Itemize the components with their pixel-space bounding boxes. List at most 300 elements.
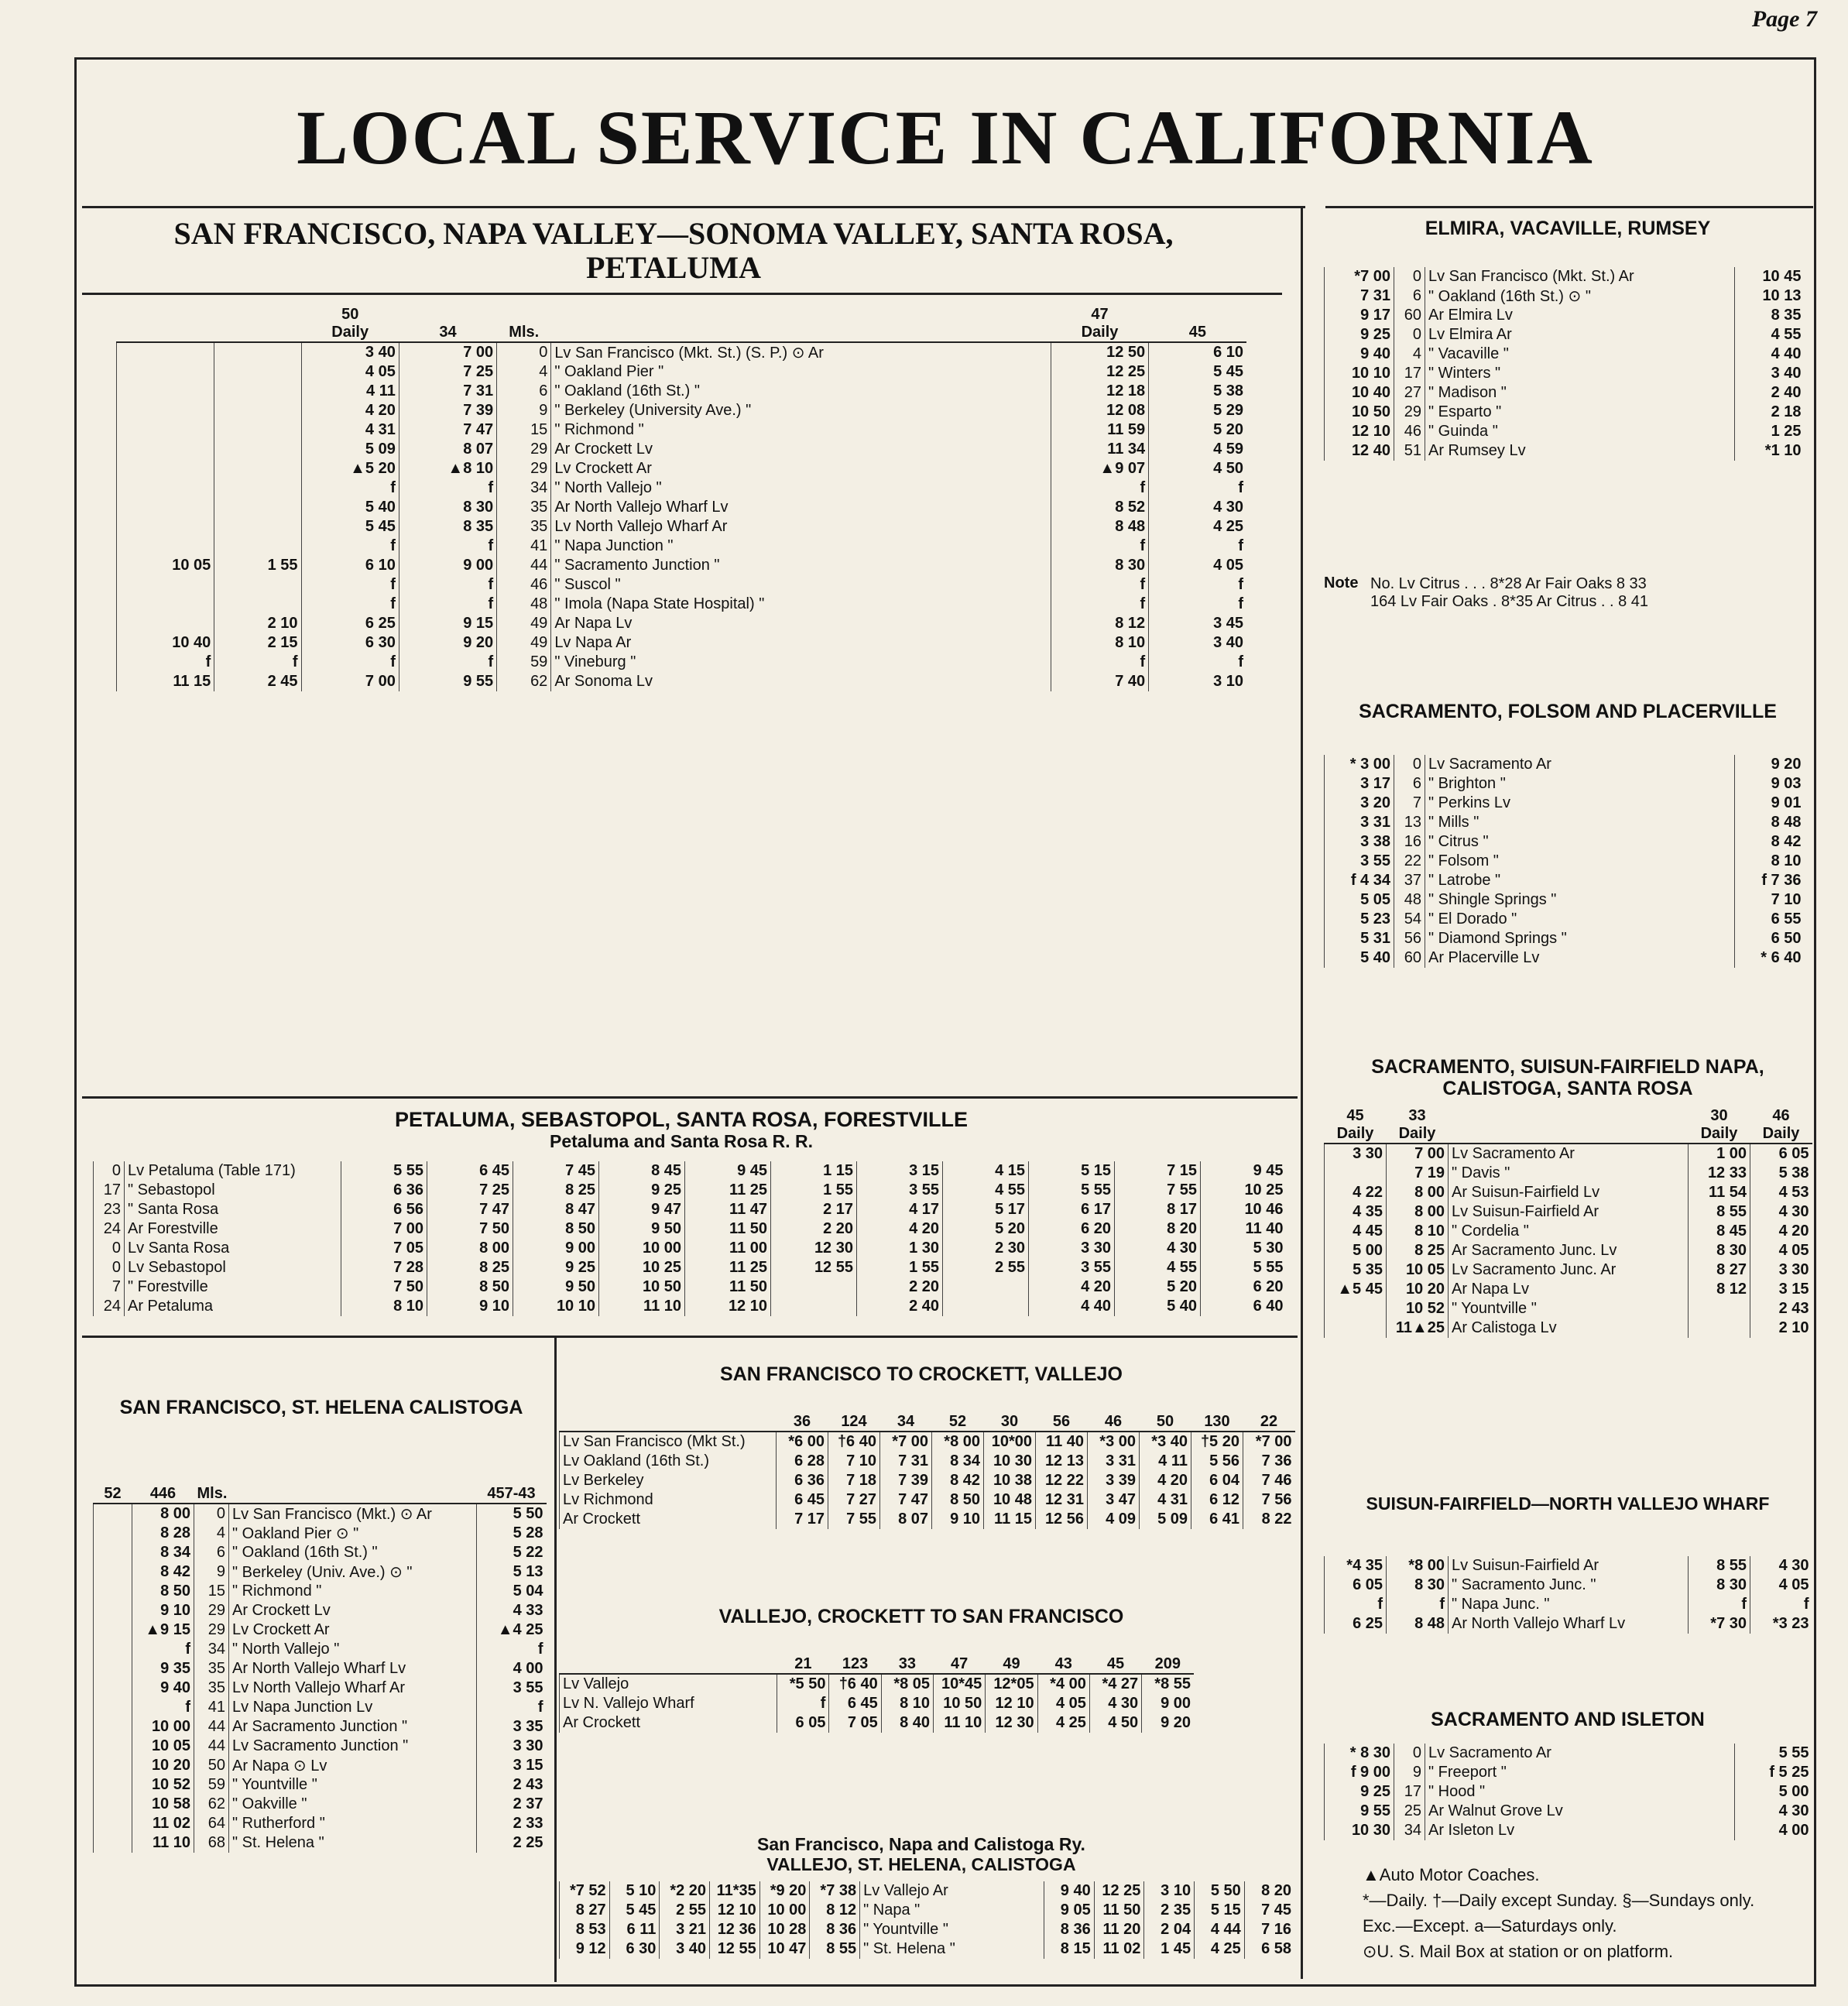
time-cell: 10*00 bbox=[984, 1432, 1036, 1452]
time-cell: f bbox=[1051, 653, 1148, 672]
time-cell bbox=[94, 1756, 132, 1775]
station-cell: Ar Napa ⊙ Lv bbox=[229, 1756, 477, 1775]
time-cell: 8 42 bbox=[1735, 832, 1805, 852]
time-cell: 9 00 bbox=[513, 1239, 599, 1258]
time-cell: 8 34 bbox=[132, 1543, 194, 1562]
time-cell: 3 15 bbox=[477, 1756, 547, 1775]
time-cell: f bbox=[1149, 575, 1246, 595]
miles-cell: 64 bbox=[194, 1814, 229, 1833]
table-row bbox=[117, 498, 1247, 517]
time-cell: 8 35 bbox=[1735, 306, 1805, 325]
time-cell: 2 25 bbox=[477, 1833, 547, 1853]
time-cell: 8 53 bbox=[560, 1920, 610, 1939]
table-row bbox=[94, 1258, 1287, 1277]
time-cell: 7 50 bbox=[341, 1277, 427, 1297]
time-cell: 5 45 bbox=[609, 1901, 660, 1920]
station-cell: " Esparto " bbox=[1425, 403, 1735, 422]
header-cell: 47 Daily bbox=[1051, 306, 1148, 342]
time-cell: 4 31 bbox=[1140, 1490, 1191, 1510]
time-cell: f bbox=[399, 478, 496, 498]
header-cell: 43 bbox=[1037, 1637, 1089, 1674]
time-cell: 11▲25 bbox=[1387, 1318, 1449, 1338]
time-cell: 11 15 bbox=[117, 672, 214, 691]
section-title-petaluma: PETALUMA, SEBASTOPOL, SANTA ROSA, FORESTVILLE bbox=[394, 1108, 969, 1131]
time-cell: 9 40 bbox=[1325, 345, 1394, 364]
table-row bbox=[94, 1277, 1287, 1297]
time-cell: 4 20 bbox=[1140, 1471, 1191, 1490]
time-cell: 5 10 bbox=[609, 1881, 660, 1901]
table-row bbox=[117, 420, 1247, 440]
time-cell: 7 47 bbox=[399, 420, 496, 440]
time-cell: 9 47 bbox=[599, 1200, 685, 1219]
time-cell: 9 10 bbox=[932, 1510, 984, 1529]
time-cell: 5 29 bbox=[1149, 401, 1246, 420]
header-cell bbox=[560, 1395, 777, 1432]
station-cell: " Vineburg " bbox=[551, 653, 1051, 672]
time-cell bbox=[94, 1717, 132, 1737]
table-row bbox=[117, 459, 1247, 478]
time-cell: f bbox=[399, 537, 496, 556]
time-cell: ▲5 20 bbox=[301, 459, 399, 478]
time-cell: 3 10 bbox=[1149, 672, 1246, 691]
station-cell: " Richmond " bbox=[551, 420, 1051, 440]
section-title-fairfield: SACRAMENTO, SUISUN-FAIRFIELD NAPA, CALISTOGA, SANTA ROSA bbox=[1371, 1056, 1764, 1099]
time-cell bbox=[214, 498, 301, 517]
time-cell: 9 05 bbox=[1044, 1901, 1095, 1920]
station-cell: " Yountville " bbox=[229, 1775, 477, 1795]
time-cell: 9 50 bbox=[599, 1219, 685, 1239]
time-cell: 5 15 bbox=[1195, 1901, 1245, 1920]
header-cell: 45 bbox=[1089, 1637, 1141, 1674]
time-cell: 8 30 bbox=[399, 498, 496, 517]
station-cell: " Sebastopol bbox=[125, 1181, 341, 1200]
time-cell: 5 40 bbox=[1115, 1297, 1201, 1316]
table-row bbox=[94, 1775, 547, 1795]
table-row bbox=[1325, 774, 1805, 794]
time-cell bbox=[214, 420, 301, 440]
time-cell: f bbox=[1051, 575, 1148, 595]
crockett-timetable bbox=[559, 1395, 1295, 1529]
time-cell: 8 27 bbox=[560, 1901, 610, 1920]
time-cell: *1 10 bbox=[1735, 441, 1805, 461]
table-row bbox=[117, 342, 1247, 362]
time-cell: 8 10 bbox=[881, 1694, 933, 1713]
time-cell: 8 10 bbox=[1387, 1222, 1449, 1241]
time-cell: 9 20 bbox=[1142, 1713, 1194, 1733]
time-cell: 8 55 bbox=[1689, 1202, 1750, 1222]
miles-cell: 16 bbox=[1394, 832, 1425, 852]
header-cell: 124 bbox=[828, 1395, 880, 1432]
time-cell: 3 17 bbox=[1325, 774, 1394, 794]
table-row bbox=[1325, 286, 1805, 306]
time-cell: 8 20 bbox=[1244, 1881, 1294, 1901]
time-cell: 2 37 bbox=[477, 1795, 547, 1814]
time-cell: 8 00 bbox=[427, 1239, 513, 1258]
time-cell: 11 25 bbox=[685, 1258, 771, 1277]
station-cell: " Forestville bbox=[125, 1277, 341, 1297]
time-cell: 2 18 bbox=[1735, 403, 1805, 422]
time-cell: 12 30 bbox=[771, 1239, 857, 1258]
table-row bbox=[1325, 948, 1805, 968]
table-row bbox=[94, 1524, 547, 1543]
time-cell: 4 11 bbox=[1140, 1452, 1191, 1471]
time-cell: 7 31 bbox=[399, 382, 496, 401]
miles-cell: 24 bbox=[94, 1219, 125, 1239]
table-row bbox=[1325, 1821, 1812, 1840]
time-cell: 1 55 bbox=[771, 1181, 857, 1200]
time-cell bbox=[1325, 1318, 1387, 1338]
time-cell: 10 05 bbox=[117, 556, 214, 575]
time-cell bbox=[943, 1297, 1029, 1316]
time-cell: 6 36 bbox=[777, 1471, 828, 1490]
station-cell: " Madison " bbox=[1425, 383, 1735, 403]
time-cell: 7 00 bbox=[1387, 1144, 1449, 1164]
time-cell: 5 45 bbox=[1149, 362, 1246, 382]
station-cell: Lv Berkeley bbox=[560, 1471, 777, 1490]
miles-cell: 24 bbox=[94, 1297, 125, 1316]
table-row bbox=[117, 440, 1247, 459]
time-cell: 8 48 bbox=[1735, 813, 1805, 832]
time-cell bbox=[214, 401, 301, 420]
time-cell: 2 35 bbox=[1144, 1901, 1195, 1920]
section-title-sf-napa: SAN FRANCISCO, NAPA VALLEY—SONOMA VALLEY, SANTA ROSA, PETALUMA bbox=[173, 216, 1174, 285]
rule bbox=[82, 1336, 1298, 1338]
time-cell bbox=[117, 575, 214, 595]
time-cell: 5 38 bbox=[1750, 1164, 1812, 1183]
station-cell: " Winters " bbox=[1425, 364, 1735, 383]
time-cell: 11 34 bbox=[1051, 440, 1148, 459]
time-cell: 3 30 bbox=[1029, 1239, 1115, 1258]
time-cell: 4 11 bbox=[301, 382, 399, 401]
time-cell: *5 50 bbox=[777, 1674, 829, 1694]
time-cell: 4 20 bbox=[1750, 1222, 1812, 1241]
miles-cell: 51 bbox=[1394, 441, 1425, 461]
rule bbox=[82, 293, 1282, 295]
time-cell: 8 52 bbox=[1051, 498, 1148, 517]
time-cell: f bbox=[777, 1694, 829, 1713]
time-cell bbox=[1689, 1318, 1750, 1338]
table-row bbox=[94, 1833, 547, 1853]
station-cell: Lv Vallejo bbox=[560, 1674, 777, 1694]
time-cell: 9 20 bbox=[399, 633, 496, 653]
miles-cell: 59 bbox=[497, 653, 551, 672]
miles-cell: 0 bbox=[94, 1239, 125, 1258]
column-divider bbox=[554, 1336, 557, 1982]
station-cell: " Guinda " bbox=[1425, 422, 1735, 441]
time-cell: 7 47 bbox=[427, 1200, 513, 1219]
station-cell: " Davis " bbox=[1449, 1164, 1689, 1183]
time-cell: 4 25 bbox=[1149, 517, 1246, 537]
time-cell: 9 50 bbox=[513, 1277, 599, 1297]
time-cell: 8 45 bbox=[1689, 1222, 1750, 1241]
time-cell: 4 20 bbox=[857, 1219, 943, 1239]
table-row bbox=[117, 595, 1247, 614]
rule bbox=[82, 206, 1305, 208]
time-cell: 3 55 bbox=[477, 1679, 547, 1698]
table-row bbox=[1325, 1744, 1812, 1763]
time-cell: 12 13 bbox=[1036, 1452, 1088, 1471]
time-cell: 11 40 bbox=[1201, 1219, 1287, 1239]
time-cell: 6 20 bbox=[1029, 1219, 1115, 1239]
time-cell: 6 50 bbox=[1735, 929, 1805, 948]
time-cell: 2 43 bbox=[477, 1775, 547, 1795]
time-cell: 7 00 bbox=[341, 1219, 427, 1239]
time-cell: *4 27 bbox=[1089, 1674, 1141, 1694]
time-cell bbox=[94, 1640, 132, 1659]
time-cell: 10 20 bbox=[132, 1756, 194, 1775]
time-cell: 4 05 bbox=[1750, 1241, 1812, 1260]
station-cell: " Cordelia " bbox=[1449, 1222, 1689, 1241]
time-cell: 2 40 bbox=[857, 1297, 943, 1316]
time-cell: 6 25 bbox=[301, 614, 399, 633]
table-row bbox=[1325, 929, 1805, 948]
time-cell: *8 05 bbox=[881, 1674, 933, 1694]
table-row bbox=[94, 1659, 547, 1679]
time-cell: 11 10 bbox=[934, 1713, 986, 1733]
table-row bbox=[117, 672, 1247, 691]
header-cell: 33 Daily bbox=[1387, 1107, 1449, 1144]
miles-cell: 17 bbox=[94, 1181, 125, 1200]
header-cell: 21 bbox=[777, 1637, 829, 1674]
time-cell: f bbox=[1051, 537, 1148, 556]
time-cell: 6 10 bbox=[301, 556, 399, 575]
time-cell bbox=[1325, 1299, 1387, 1318]
time-cell: 6 56 bbox=[341, 1200, 427, 1219]
time-cell: 7 00 bbox=[399, 342, 496, 362]
station-cell: Ar Rumsey Lv bbox=[1425, 441, 1735, 461]
section-subtitle-petaluma: Petaluma and Santa Rosa R. R. bbox=[550, 1131, 813, 1151]
station-cell: Lv Santa Rosa bbox=[125, 1239, 341, 1258]
time-cell: 10 10 bbox=[513, 1297, 599, 1316]
header-cell: 123 bbox=[829, 1637, 881, 1674]
header-cell: 46 bbox=[1088, 1395, 1140, 1432]
time-cell: 8 36 bbox=[810, 1920, 860, 1939]
time-cell: *7 30 bbox=[1689, 1614, 1750, 1634]
time-cell: f bbox=[132, 1698, 194, 1717]
miles-cell: 35 bbox=[194, 1659, 229, 1679]
rule bbox=[82, 1096, 1298, 1099]
time-cell: 9 40 bbox=[1044, 1881, 1095, 1901]
time-cell: 7 50 bbox=[427, 1219, 513, 1239]
miles-cell: 41 bbox=[194, 1698, 229, 1717]
time-cell: 7 45 bbox=[513, 1161, 599, 1181]
time-cell: *3 00 bbox=[1088, 1432, 1140, 1452]
time-cell: 5 38 bbox=[1149, 382, 1246, 401]
station-cell: Lv Oakland (16th St.) bbox=[560, 1452, 777, 1471]
time-cell: f bbox=[117, 653, 214, 672]
time-cell: 1 15 bbox=[771, 1161, 857, 1181]
table-row bbox=[94, 1543, 547, 1562]
time-cell: 7 05 bbox=[829, 1713, 881, 1733]
station-cell: Ar Napa Lv bbox=[1449, 1280, 1689, 1299]
miles-cell: 6 bbox=[194, 1543, 229, 1562]
time-cell: 6 55 bbox=[1735, 910, 1805, 929]
station-cell: Ar Sacramento Junc. Lv bbox=[1449, 1241, 1689, 1260]
miles-cell: 0 bbox=[497, 342, 551, 362]
time-cell: 1 45 bbox=[1144, 1939, 1195, 1959]
time-cell: 3 15 bbox=[1750, 1280, 1812, 1299]
time-cell: f 4 34 bbox=[1325, 871, 1394, 890]
page-number: Page 7 bbox=[1751, 6, 1817, 32]
table-row bbox=[1325, 832, 1805, 852]
time-cell bbox=[94, 1524, 132, 1543]
section-subtitle-calistoga-ry: VALLEJO, ST. HELENA, CALISTOGA bbox=[766, 1854, 1076, 1874]
fairfield-timetable bbox=[1324, 1107, 1812, 1338]
time-cell: 7 19 bbox=[1387, 1164, 1449, 1183]
time-cell: 12 31 bbox=[1036, 1490, 1088, 1510]
table-row bbox=[560, 1939, 1295, 1959]
time-cell: *7 00 bbox=[1325, 267, 1394, 286]
station-cell: " Berkeley (University Ave.) " bbox=[551, 401, 1051, 420]
petaluma-timetable bbox=[93, 1161, 1287, 1316]
time-cell: 7 56 bbox=[1243, 1490, 1295, 1510]
miles-cell: 6 bbox=[1394, 774, 1425, 794]
section-title-placerville: SACRAMENTO, FOLSOM AND PLACERVILLE bbox=[1359, 701, 1777, 722]
time-cell: 4 05 bbox=[1037, 1694, 1089, 1713]
time-cell: f 5 25 bbox=[1735, 1763, 1812, 1782]
time-cell: 8 35 bbox=[399, 517, 496, 537]
miles-cell: 44 bbox=[194, 1737, 229, 1756]
time-cell: f bbox=[1051, 478, 1148, 498]
time-cell: 2 20 bbox=[771, 1219, 857, 1239]
section-title-elmira: ELMIRA, VACAVILLE, RUMSEY bbox=[1425, 218, 1711, 239]
miles-cell: 29 bbox=[194, 1601, 229, 1620]
table-row bbox=[1325, 441, 1805, 461]
time-cell bbox=[94, 1659, 132, 1679]
miles-cell: 48 bbox=[1394, 890, 1425, 910]
time-cell: 10 13 bbox=[1735, 286, 1805, 306]
miles-cell: 9 bbox=[1394, 1763, 1425, 1782]
time-cell: 11 59 bbox=[1051, 420, 1148, 440]
time-cell: 4 00 bbox=[1735, 1821, 1812, 1840]
time-cell: 12 22 bbox=[1036, 1471, 1088, 1490]
table-row bbox=[560, 1694, 1195, 1713]
station-cell: Lv Suisun-Fairfield Ar bbox=[1449, 1202, 1689, 1222]
time-cell bbox=[117, 440, 214, 459]
section-title-vallejo-sf: VALLEJO, CROCKETT TO SAN FRANCISCO bbox=[718, 1606, 1124, 1627]
station-cell: Ar Sacramento Junction " bbox=[229, 1717, 477, 1737]
time-cell: 10 58 bbox=[132, 1795, 194, 1814]
section-title-suisun-wharf: SUISUN-FAIRFIELD—NORTH VALLEJO WHARF bbox=[1366, 1493, 1770, 1514]
table-row bbox=[1325, 325, 1805, 345]
miles-cell: 17 bbox=[1394, 1782, 1425, 1802]
station-cell: " Sacramento Junction " bbox=[551, 556, 1051, 575]
rule bbox=[1325, 206, 1813, 208]
station-cell: " Perkins Lv bbox=[1425, 794, 1735, 813]
time-cell bbox=[94, 1582, 132, 1601]
miles-cell: 7 bbox=[1394, 794, 1425, 813]
time-cell: f bbox=[477, 1698, 547, 1717]
time-cell: 8 30 bbox=[1689, 1241, 1750, 1260]
time-cell bbox=[94, 1814, 132, 1833]
time-cell: 8 27 bbox=[1689, 1260, 1750, 1280]
time-cell: 9 01 bbox=[1735, 794, 1805, 813]
table-row bbox=[1325, 794, 1805, 813]
miles-cell: 17 bbox=[1394, 364, 1425, 383]
station-cell: " Shingle Springs " bbox=[1425, 890, 1735, 910]
time-cell: 5 22 bbox=[477, 1543, 547, 1562]
time-cell: 8 50 bbox=[427, 1277, 513, 1297]
table-row bbox=[560, 1674, 1195, 1694]
time-cell: 4 30 bbox=[1735, 1802, 1812, 1821]
station-cell: " Citrus " bbox=[1425, 832, 1735, 852]
station-cell: " Diamond Springs " bbox=[1425, 929, 1735, 948]
table-row bbox=[1325, 890, 1805, 910]
time-cell: 6 20 bbox=[1201, 1277, 1287, 1297]
section-title-st-helena: SAN FRANCISCO, ST. HELENA CALISTOGA bbox=[119, 1397, 523, 1418]
time-cell: *7 52 bbox=[560, 1881, 610, 1901]
miles-cell: 34 bbox=[497, 478, 551, 498]
station-cell: Lv Sacramento Ar bbox=[1425, 755, 1735, 774]
time-cell: f bbox=[132, 1640, 194, 1659]
station-cell: Lv Crockett Ar bbox=[551, 459, 1051, 478]
table-row bbox=[1325, 910, 1805, 929]
header-cell bbox=[551, 306, 1051, 342]
station-cell: Lv N. Vallejo Wharf bbox=[560, 1694, 777, 1713]
time-cell: 7 28 bbox=[341, 1258, 427, 1277]
time-cell: 8 30 bbox=[1387, 1576, 1449, 1595]
time-cell: *8 00 bbox=[1387, 1556, 1449, 1576]
time-cell: 7 45 bbox=[1244, 1901, 1294, 1920]
table-row bbox=[1325, 813, 1805, 832]
time-cell bbox=[117, 362, 214, 382]
time-cell: 4 55 bbox=[943, 1181, 1029, 1200]
time-cell: 4 30 bbox=[1149, 498, 1246, 517]
time-cell: 8 10 bbox=[1735, 852, 1805, 871]
time-cell: 8 50 bbox=[132, 1582, 194, 1601]
time-cell: 4 30 bbox=[1750, 1556, 1812, 1576]
time-cell: 3 45 bbox=[1149, 614, 1246, 633]
table-row bbox=[1325, 1222, 1812, 1241]
note-line-1: No. Lv Citrus . . . 8*28 Ar Fair Oaks 8 33 bbox=[1370, 575, 1647, 592]
time-cell bbox=[117, 459, 214, 478]
time-cell: 4 25 bbox=[1037, 1713, 1089, 1733]
time-cell: 12 10 bbox=[685, 1297, 771, 1316]
time-cell: 6 28 bbox=[777, 1452, 828, 1471]
time-cell: 4 31 bbox=[301, 420, 399, 440]
time-cell: 4 05 bbox=[1149, 556, 1246, 575]
table-row bbox=[1325, 871, 1805, 890]
miles-cell: 35 bbox=[497, 517, 551, 537]
station-cell: " Sacramento Junc. " bbox=[1449, 1576, 1689, 1595]
miles-cell: 4 bbox=[1394, 345, 1425, 364]
time-cell: 11 15 bbox=[984, 1510, 1036, 1529]
miles-cell: 0 bbox=[1394, 1744, 1425, 1763]
time-cell: 2 04 bbox=[1144, 1920, 1195, 1939]
time-cell: 3 55 bbox=[1325, 852, 1394, 871]
table-row bbox=[560, 1490, 1295, 1510]
time-cell: 12 33 bbox=[1689, 1164, 1750, 1183]
time-cell: 2 55 bbox=[660, 1901, 710, 1920]
time-cell: f bbox=[477, 1640, 547, 1659]
header-cell: Mls. bbox=[497, 306, 551, 342]
time-cell: 1 55 bbox=[214, 556, 301, 575]
vallejo-sf-timetable bbox=[559, 1637, 1194, 1733]
time-cell: 3 15 bbox=[857, 1161, 943, 1181]
station-cell: Ar Suisun-Fairfield Lv bbox=[1449, 1183, 1689, 1202]
header-cell: 34 bbox=[399, 306, 496, 342]
time-cell: 3 47 bbox=[1088, 1490, 1140, 1510]
time-cell: 8 10 bbox=[1051, 633, 1148, 653]
time-cell: 4 55 bbox=[1115, 1258, 1201, 1277]
miles-cell: 0 bbox=[1394, 755, 1425, 774]
header-cell: 46 Daily bbox=[1750, 1107, 1812, 1144]
time-cell: *7 00 bbox=[880, 1432, 932, 1452]
time-cell: 12 25 bbox=[1051, 362, 1148, 382]
time-cell: 9 10 bbox=[427, 1297, 513, 1316]
time-cell: 3 31 bbox=[1088, 1452, 1140, 1471]
time-cell: 10 52 bbox=[1387, 1299, 1449, 1318]
